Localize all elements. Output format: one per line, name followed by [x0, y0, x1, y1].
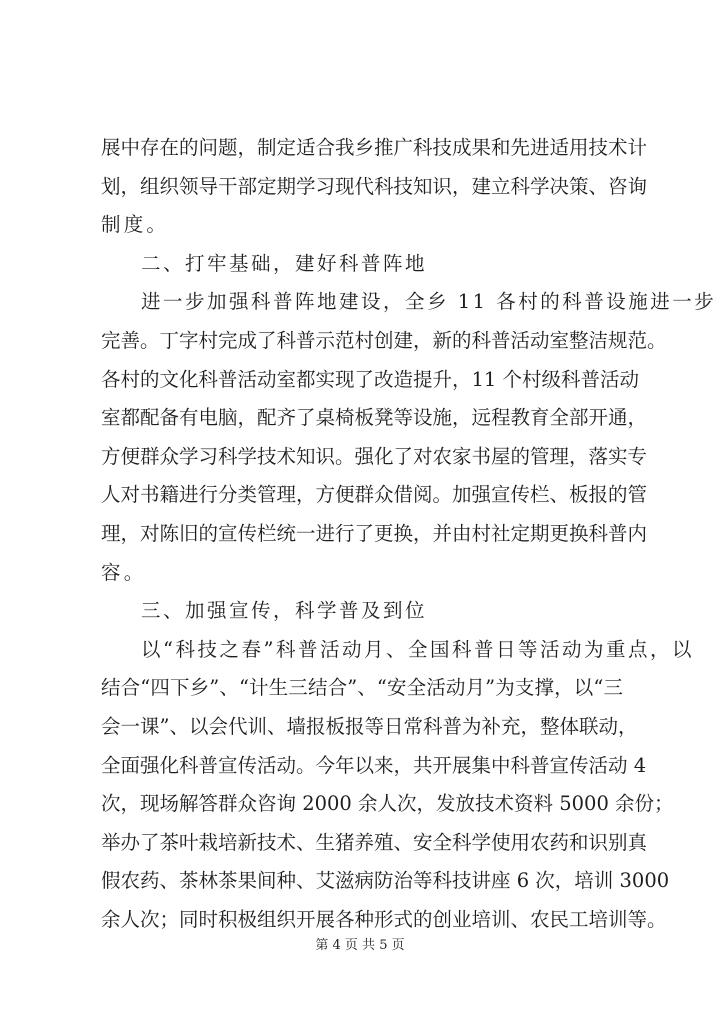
text-line: 划，组织领导干部定期学习现代科技知识，建立科学决策、咨询	[101, 174, 648, 198]
section-heading: 二、打牢基础，建好科普阵地	[141, 251, 428, 275]
text-line: 容。	[101, 560, 147, 584]
text-line: 次，现场解答群众咨询 2000 余人次，发放技术资料 5000 余份；	[101, 792, 674, 816]
text-line: 全面强化科普宣传活动。今年以来，共开展集中科普宣传活动 4	[101, 753, 647, 777]
text-line: 举办了茶叶栽培新技术、生猪养殖、安全科学使用农药和识别真	[101, 830, 648, 854]
text-line: 理，对陈旧的宣传栏统一进行了更换，并由村社定期更换科普内	[101, 521, 648, 545]
document-body	[101, 133, 717, 943]
text-line: 制度。	[101, 213, 170, 237]
text-line: 余人次；同时积极组织开展各种形式的创业培训、农民工培训等。	[101, 907, 667, 931]
text-line: 完善。丁字村完成了科普示范村创建，新的科普活动室整洁规范。	[101, 328, 667, 352]
text-line: 以“科技之春”科普活动月、全国科普日等活动为重点，以	[141, 637, 694, 661]
section-heading: 三、加强宣传，科学普及到位	[141, 599, 428, 623]
text-line: 各村的文化科普活动室都实现了改造提升，11 个村级科普活动	[101, 367, 640, 391]
text-line: 室都配备有电脑，配齐了桌椅板凳等设施，远程教育全部开通，	[101, 406, 648, 430]
text-line: 会一课”、以会代训、墙报板报等日常科普为补充，整体联动，	[101, 714, 638, 738]
text-line: 结合“四下乡”、“计生三结合”、“安全活动月”为支撑，以“三	[101, 676, 623, 700]
page-number: 第 4 页 共 5 页	[315, 938, 405, 953]
text-line: 方便群众学习科学技术知识。强化了对农家书屋的管理，落实专	[101, 444, 648, 468]
text-line: 假农药、茶林茶果间种、艾滋病防治等科技讲座 6 次，培训 3000	[101, 869, 670, 893]
text-line: 人对书籍进行分类管理，方便群众借阅。加强宣传栏、板报的管	[101, 483, 648, 507]
text-line: 进一步加强科普阵地建设，全乡 11 各村的科普设施进一步	[141, 290, 717, 314]
text-line: 展中存在的问题，制定适合我乡推广科技成果和先进适用技术计	[101, 136, 648, 159]
